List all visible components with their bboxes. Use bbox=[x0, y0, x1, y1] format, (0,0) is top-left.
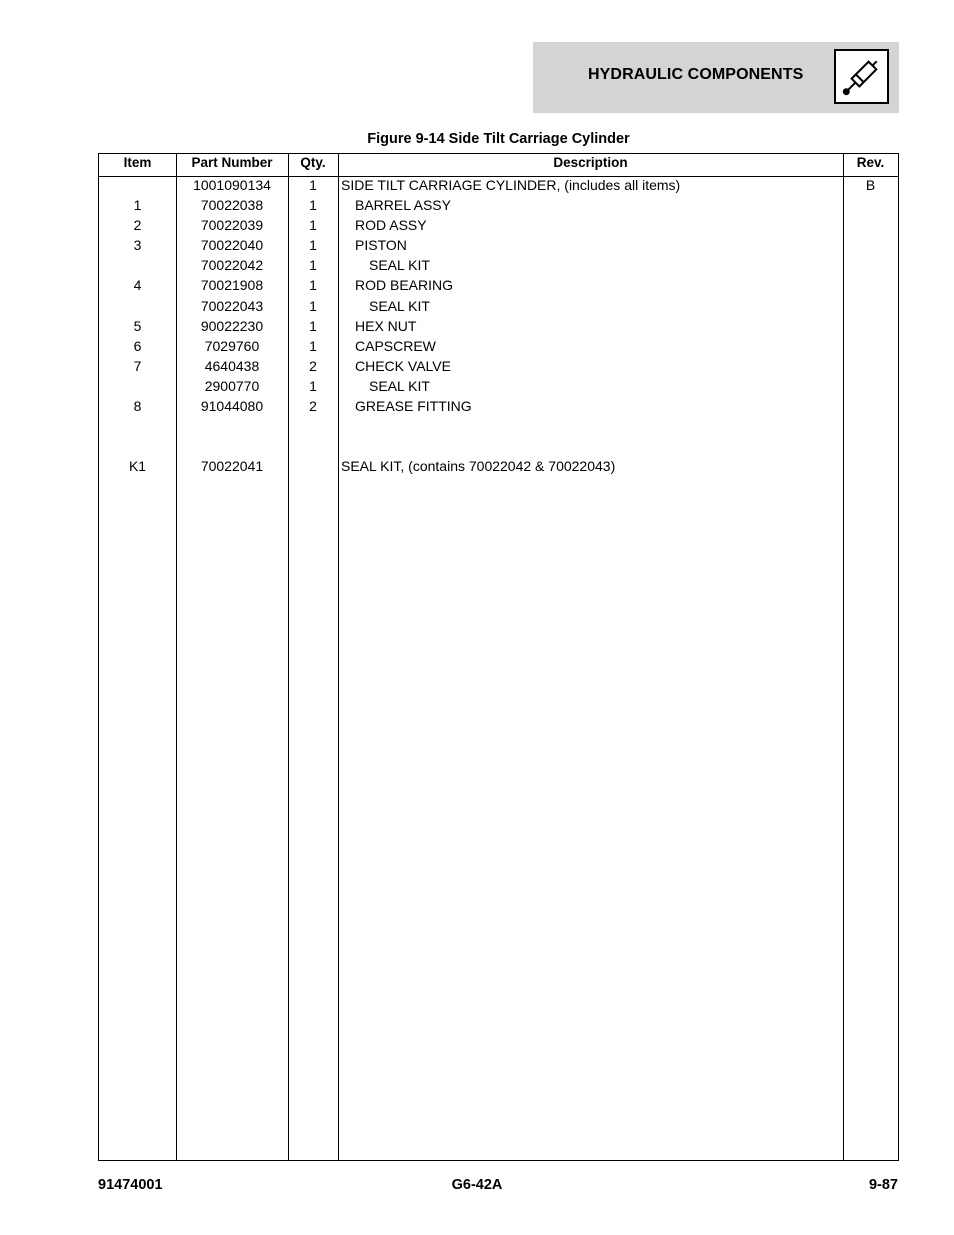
part-number-cell: 91044080 bbox=[200, 398, 264, 415]
column-header-rev: Rev. bbox=[856, 155, 885, 170]
description-cell: SEAL KIT bbox=[369, 297, 430, 314]
description-cell: ROD BEARING bbox=[355, 277, 454, 294]
description-cell: BARREL ASSY bbox=[355, 197, 451, 214]
description-cell: SEAL KIT bbox=[369, 257, 430, 274]
description-cell: SEAL KIT bbox=[369, 377, 430, 394]
table-row bbox=[99, 177, 898, 197]
part-number-cell: 1001090134 bbox=[193, 177, 271, 193]
column-header-part-number: Part Number bbox=[191, 155, 273, 170]
column-header-qty: Qty. bbox=[300, 155, 326, 170]
description-cell: CHECK VALVE bbox=[355, 357, 451, 374]
qty-cell: 2 bbox=[309, 357, 317, 374]
qty-cell: 1 bbox=[309, 337, 317, 354]
item-cell: 4 bbox=[133, 277, 142, 294]
part-number-cell: 70021908 bbox=[200, 277, 264, 294]
part-number-cell: 70022043 bbox=[200, 297, 264, 314]
part-number-cell: 70022038 bbox=[200, 197, 264, 214]
part-number-cell: 2900770 bbox=[204, 377, 260, 394]
table-row bbox=[99, 398, 898, 418]
part-number-cell: 7029760 bbox=[204, 337, 260, 354]
column-header-item: Item bbox=[123, 155, 152, 170]
description-cell: CAPSCREW bbox=[355, 337, 436, 354]
table-row bbox=[99, 418, 898, 438]
table-row bbox=[99, 338, 898, 358]
part-number-cell: 90022230 bbox=[200, 317, 264, 334]
qty-cell: 1 bbox=[309, 317, 317, 334]
table-row bbox=[99, 298, 898, 318]
table-row bbox=[99, 378, 898, 398]
description-cell: SEAL KIT, (contains 70022042 & 70022043) bbox=[341, 458, 616, 475]
table-row bbox=[99, 197, 898, 217]
figure-title: Figure 9-14 Side Tilt Carriage Cylinder bbox=[367, 131, 630, 147]
parts-table bbox=[98, 153, 899, 1161]
table-row bbox=[99, 458, 898, 478]
item-cell: 6 bbox=[133, 337, 142, 354]
description-cell: SIDE TILT CARRIAGE CYLINDER, (includes all items) bbox=[341, 177, 681, 193]
table-row bbox=[99, 277, 898, 297]
model-number: G6-42A bbox=[451, 1177, 503, 1193]
description-cell: PISTON bbox=[355, 237, 407, 254]
item-cell: 1 bbox=[133, 197, 142, 214]
item-cell: 5 bbox=[133, 317, 142, 334]
part-number-cell: 70022039 bbox=[200, 217, 264, 234]
part-number-cell: 70022042 bbox=[200, 257, 264, 274]
table-row bbox=[99, 217, 898, 237]
table-row bbox=[99, 358, 898, 378]
column-header-description: Description bbox=[553, 155, 628, 170]
description-cell: GREASE FITTING bbox=[355, 398, 472, 415]
description-cell: HEX NUT bbox=[355, 317, 417, 334]
qty-cell: 1 bbox=[309, 297, 317, 314]
qty-cell: 1 bbox=[309, 177, 317, 193]
document-number: 91474001 bbox=[98, 1177, 163, 1193]
table-row bbox=[99, 318, 898, 338]
table-row bbox=[99, 257, 898, 277]
item-cell: 8 bbox=[133, 398, 142, 415]
part-number-cell: 70022040 bbox=[200, 237, 264, 254]
section-header bbox=[533, 42, 899, 113]
item-cell: 3 bbox=[133, 237, 142, 254]
item-cell: 2 bbox=[133, 217, 142, 234]
table-row bbox=[99, 237, 898, 257]
part-number-cell: 4640438 bbox=[204, 357, 260, 374]
rev-cell: B bbox=[865, 177, 876, 193]
qty-cell: 1 bbox=[309, 257, 317, 274]
page-number: 9-87 bbox=[868, 1177, 898, 1193]
item-cell: 7 bbox=[133, 357, 142, 374]
qty-cell: 1 bbox=[309, 217, 317, 234]
qty-cell: 1 bbox=[309, 197, 317, 214]
section-title: HYDRAULIC COMPONENTS bbox=[588, 66, 804, 83]
qty-cell: 1 bbox=[309, 237, 317, 254]
part-number-cell: 70022041 bbox=[200, 458, 264, 475]
qty-cell: 1 bbox=[309, 377, 317, 394]
item-cell: K1 bbox=[128, 458, 147, 475]
qty-cell: 1 bbox=[309, 277, 317, 294]
qty-cell: 2 bbox=[309, 398, 317, 415]
table-row bbox=[99, 438, 898, 458]
description-cell: ROD ASSY bbox=[355, 217, 427, 234]
hydraulic-cylinder-icon bbox=[834, 49, 889, 104]
table-body bbox=[99, 177, 898, 478]
